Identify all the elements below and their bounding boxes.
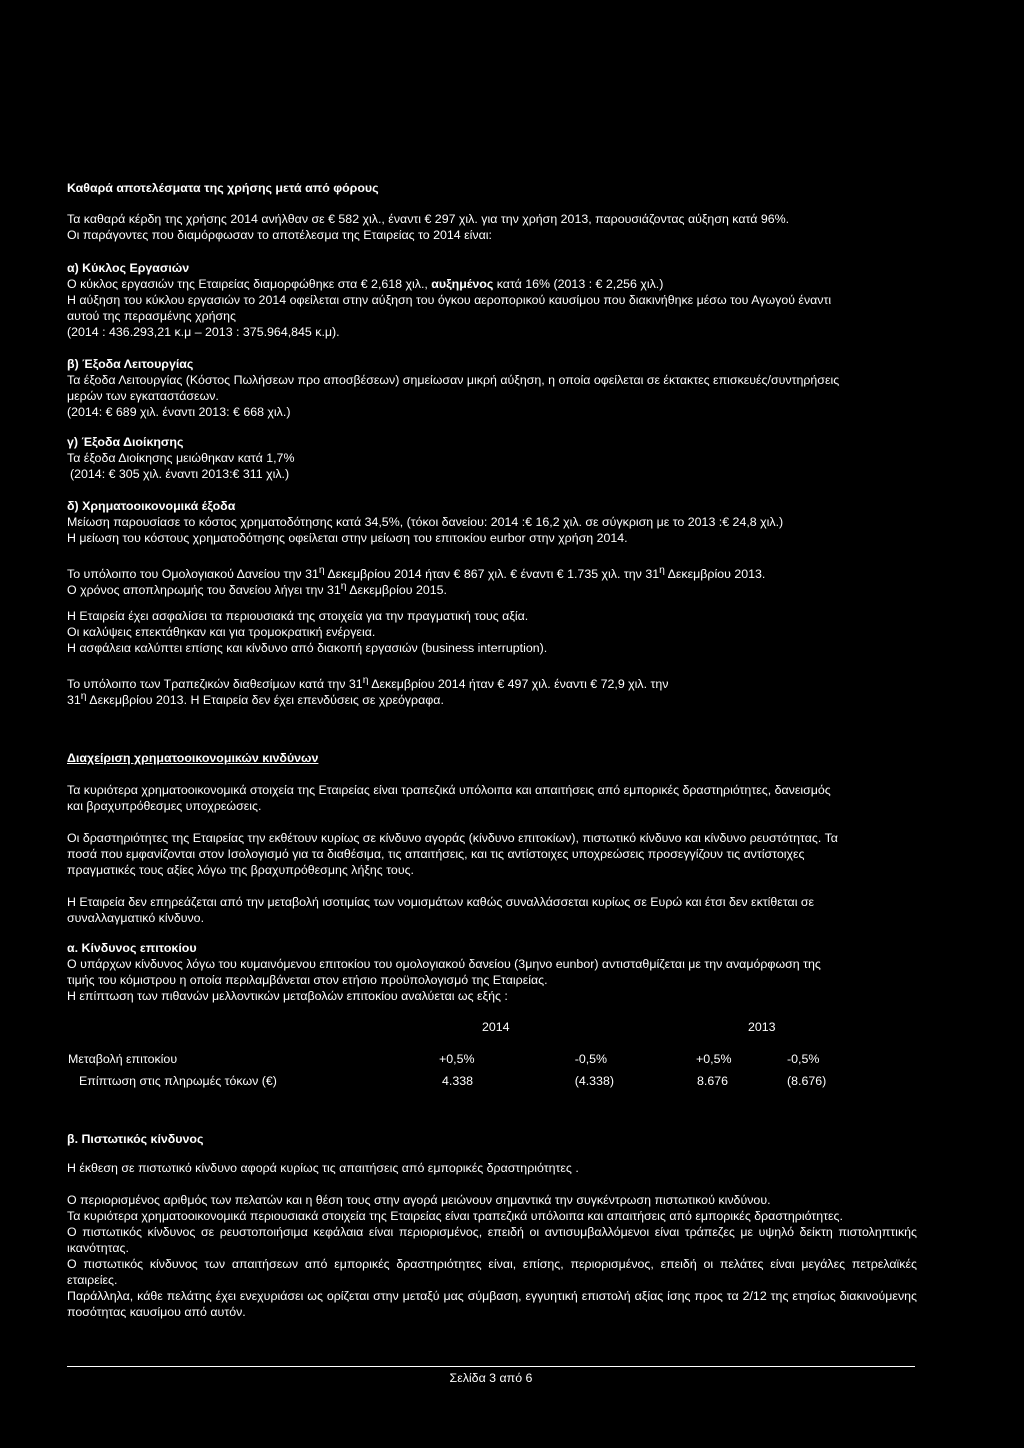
turnover-line-2: Η αύξηση του κύκλου εργασιών το 2014 οφείλεται στην αύξηση του όγκου αεροπορικού καυσίμου που διακινήθηκε μέσω του Αγωγού έναντι <box>67 293 832 307</box>
operating-line-3: (2014: € 689 χιλ. έναντι 2013: € 668 χιλ.) <box>67 405 291 419</box>
deposits-line-1-b: Δεκεμβρίου 2014 ήταν € 497 χιλ. έναντι € 72,9 χιλ. την <box>368 677 669 692</box>
net-results-line-1: Τα καθαρά κέρδη της χρήσης 2014 ανήλθαν σε € 582 χιλ., έναντι € 297 χιλ. για την χρήση 2013, παρουσιάζοντας αύξηση κατά 96%. <box>67 212 790 226</box>
insurance-line-3: Η ασφάλεια καλύπτει επίσης και κίνδυνο από διακοπή εργασιών (business interruption). <box>67 641 548 655</box>
insurance-line-2: Οι καλύψεις επεκτάθηκαν και για τρομοκρατική ενέργεια. <box>67 625 376 639</box>
interest-risk-line-2: τιμής του κόμιστρου η οποία περιλαμβάνεται στον ετήσιο προϋπολογισμό της Εταιρείας. <box>67 973 548 987</box>
admin-line-1: Τα έξοδα Διοίκησης μειώθηκαν κατά 1,7% <box>67 451 295 465</box>
net-results-text <box>67 211 917 243</box>
turnover-line-3: αυτού της περασμένης χρήσης <box>67 309 237 323</box>
turnover-heading: α) Κύκλος Εργασιών <box>67 261 190 275</box>
loan-line-1-b: Δεκεμβρίου 2014 ήταν € 867 χιλ. € έναντι € 1.735 χιλ. την 31 <box>324 567 660 582</box>
risk-p1-line-1: Τα κυριότερα χρηματοοικονομικά στοιχεία της Εταιρείας είναι τραπεζικά υπόλοιπα και απαιτήσεις από εμπορικές δραστηριότητες, δανεισμός <box>67 783 831 797</box>
insurance-line-1: Η Εταιρεία έχει ασφαλίσει τα περιουσιακά της στοιχεία για την πραγματική τους αξία. <box>67 609 529 623</box>
credit-risk-paragraphs <box>67 1192 917 1320</box>
loan-sup-2: η <box>659 565 665 576</box>
table-cell: +0,5% <box>696 1052 732 1066</box>
credit-risk-section <box>67 1131 917 1147</box>
table-row <box>67 1051 902 1069</box>
table-cell: +0,5% <box>439 1052 475 1066</box>
table-cell: (8.676) <box>787 1074 827 1088</box>
loan-line-2 <box>67 579 917 598</box>
credit-risk-p2: Τα κυριότερα χρηματοοικονομικά περιουσιακά στοιχεία της Εταιρείας είναι τραπεζικά υπόλοιπα και απαιτήσεις από εμπορικές δραστηριότητες. <box>67 1209 843 1223</box>
operating-heading: β) Έξοδα Λειτουργίας <box>67 357 194 371</box>
financial-line-1: Μείωση παρουσίασε το κόστος χρηματοδότησης κατά 34,5%, (τόκοι δανείου: 2014 :€ 16,2 χιλ. σε σύγκριση με το 2013 :€ 24,8 χιλ.) <box>67 515 784 529</box>
interest-risk-section <box>67 940 917 1004</box>
loan-sup-3: η <box>340 581 347 592</box>
loan-line-2-b: Δεκεμβρίου 2015. <box>346 583 447 598</box>
table-row-label: Μεταβολή επιτοκίου <box>68 1052 178 1066</box>
deposits-line-2-a: 31 <box>67 693 81 708</box>
credit-risk-heading: β. Πιστωτικός κίνδυνος <box>67 1132 204 1146</box>
interest-risk-line-3: Η επίπτωση των πιθανών μελλοντικών μεταβολών επιτοκίου αναλύεται ως εξής : <box>67 989 508 1003</box>
risk-heading: Διαχείριση χρηματοοικονομικών κινδύνων <box>67 751 319 765</box>
table-cell: (4.338) <box>574 1074 614 1088</box>
risk-p2-line-3: πραγματικές τους αξίες λόγω της βραχυπρόθεσμης λήξης τους. <box>67 863 415 877</box>
loan-line-1-c: Δεκεμβρίου 2013. <box>664 567 766 582</box>
credit-risk-p5: Παράλληλα, κάθε πελάτης έχει ενεχυριάσει ως ορίζεται στην μεταξύ μας σύμβαση, εγγυητική επιστολή αξίας ίσης προς τα 2/12 της ετησίως διακινούμενης ποσότητας καυσίμου από αυτόν. <box>67 1289 917 1319</box>
operating-line-2: μερών των εγκαταστάσεων. <box>67 389 219 403</box>
turnover-line-1 <box>67 276 917 292</box>
credit-risk-p4: Ο πιστωτικός κίνδυνος των απαιτήσεων από εμπορικές δραστηριότητες είναι, επίσης, περιορισμένος, επειδή οι πελάτες είναι μεγάλες πετρελαϊκές εταιρείες. <box>67 1257 917 1287</box>
deposits-line-2-b: Δεκεμβρίου 2013. Η Εταιρεία δεν έχει επενδύσεις σε χρεόγραφα. <box>86 693 444 708</box>
table-header-2013: 2013 <box>748 1020 776 1034</box>
interest-risk-heading: α. Κίνδυνος επιτοκίου <box>67 941 197 955</box>
deposits-line-1 <box>67 673 917 692</box>
table-header-row <box>67 1019 902 1037</box>
admin-line-2: (2014: € 305 χιλ. έναντι 2013:€ 311 χιλ.) <box>70 467 290 481</box>
table-row-label: Επίπτωση στις πληρωμές τόκων (€) <box>79 1074 277 1088</box>
credit-risk-line-1: Η έκθεση σε πιστωτικό κίνδυνο αφορά κυρίως τις απαιτήσεις από εμπορικές δραστηριότητες . <box>67 1161 579 1175</box>
deposits-line-1-a: Το υπόλοιπο των Τραπεζικών διαθεσίμων κατά την 31 <box>67 677 363 692</box>
financial-section <box>67 498 917 546</box>
loan-line-1 <box>67 563 917 582</box>
deposits-line-2 <box>67 689 917 708</box>
deposits-sup-2: η <box>80 691 87 702</box>
loan-sup-1: η <box>318 565 325 576</box>
risk-paragraph-2 <box>67 830 917 878</box>
deposits-section <box>67 673 917 708</box>
risk-p2-line-2: ποσά που εμφανίζονται στον Ισολογισμό για τα διαθέσιμα, τις απαιτήσεις, και τις αντίστοιχες υποχρεώσεις προσεγγίζουν τις αντίστοιχες <box>67 847 805 861</box>
operating-section <box>67 356 917 420</box>
turnover-section <box>67 260 917 340</box>
table-spacer <box>67 1037 902 1051</box>
turnover-increased-word: αυξημένος <box>431 277 494 291</box>
table-cell: -0,5% <box>574 1052 608 1066</box>
risk-paragraph-1 <box>67 782 917 814</box>
page-number: Σελίδα 3 από 6 <box>449 1371 533 1385</box>
risk-p3-line-1: Η Εταιρεία δεν επηρεάζεται από την μεταβολή ισοτιμίας των νομισμάτων καθώς συναλλάσσεται κυρίως σε Ευρώ και έτσι δεν εκτίθεται σε <box>67 895 815 909</box>
credit-risk-p3: Ο πιστωτικός κίνδυνος σε ρευστοποιήσιμα κεφάλαια είναι περιορισμένος, επειδή οι αντισυμβαλλόμενοι είναι τράπεζες με υψηλό δείκτη πιστοληπτικής ικανότητας. <box>67 1225 917 1255</box>
loan-line-2-a: Ο χρόνος αποπληρωμής του δανείου λήγει την 31 <box>67 583 341 598</box>
risk-p2-line-1: Οι δραστηριότητες της Εταιρείας την εκθέτουν κυρίως σε κίνδυνο αγοράς (κίνδυνο επιτοκίων), πιστωτικό κίνδυνο και κίνδυνο ρευστότητας. Τα <box>67 831 838 845</box>
deposits-sup-1: η <box>362 675 369 686</box>
table-cell: 8.676 <box>697 1074 729 1088</box>
risk-paragraph-3 <box>67 894 917 926</box>
insurance-section <box>67 608 917 656</box>
footer-divider <box>67 1366 915 1367</box>
financial-line-2: Η μείωση του κόστους χρηματοδότησης οφείλεται στην μείωση του επιτοκίου eurbor στην χρήση 2014. <box>67 531 628 545</box>
risk-p3-line-2: συναλλαγματικό κίνδυνο. <box>67 911 205 925</box>
admin-section <box>67 434 917 482</box>
credit-risk-p1: Ο περιορισμένος αριθμός των πελατών και η θέση τους στην αγορά μειώνουν σημαντικά την συγκέντρωση πιστωτικού κινδύνου. <box>67 1193 771 1207</box>
interest-sensitivity-table <box>67 1019 902 1091</box>
table-cell: 4.338 <box>442 1074 474 1088</box>
operating-line-1: Τα έξοδα Λειτουργίας (Κόστος Πωλήσεων προ αποσβέσεων) σημείωσαν μικρή αύξηση, η οποία οφείλεται σε έκτακτες επισκευές/συντηρήσεις <box>67 373 840 387</box>
table-cell: -0,5% <box>787 1052 820 1066</box>
turnover-line-4: (2014 : 436.293,21 κ.μ – 2013 : 375.964,845 κ.μ). <box>67 325 340 339</box>
table-header-2014: 2014 <box>482 1020 510 1034</box>
net-results-line-2: Οι παράγοντες που διαμόρφωσαν το αποτέλεσμα της Εταιρείας το 2014 είναι: <box>67 228 492 242</box>
loan-line-1-a: Το υπόλοιπο του Ομολογιακού Δανείου την 31 <box>67 567 319 582</box>
loan-section <box>67 563 917 598</box>
document-page <box>67 0 917 1448</box>
net-results-heading: Καθαρά αποτελέσματα της χρήσης μετά από φόρους <box>67 181 379 195</box>
table-row <box>67 1073 902 1091</box>
net-results-section <box>67 180 917 196</box>
table-header-empty <box>67 1019 439 1037</box>
risk-p1-line-2: και βραχυπρόθεσμες υποχρεώσεις. <box>67 799 262 813</box>
credit-risk-intro <box>67 1160 917 1176</box>
financial-heading: δ) Χρηματοοικονομικά έξοδα <box>67 499 236 513</box>
risk-section <box>67 750 917 766</box>
interest-risk-line-1: Ο υπάρχων κίνδυνος λόγω του κυμαινόμενου επιτοκίου του ομολογιακού δανείου (3μηνο eunbor) αντισταθμίζεται με την αναμόρφωση της <box>67 957 821 971</box>
turnover-line-1-text: Ο κύκλος εργασιών της Εταιρείας διαμορφώθηκε στα € 2,618 χιλ., <box>67 277 432 291</box>
admin-heading: γ) Έξοδα Διοίκησης <box>67 435 184 449</box>
turnover-line-1-rest: κατά 16% (2013 : € 2,256 χιλ.) <box>493 277 664 291</box>
